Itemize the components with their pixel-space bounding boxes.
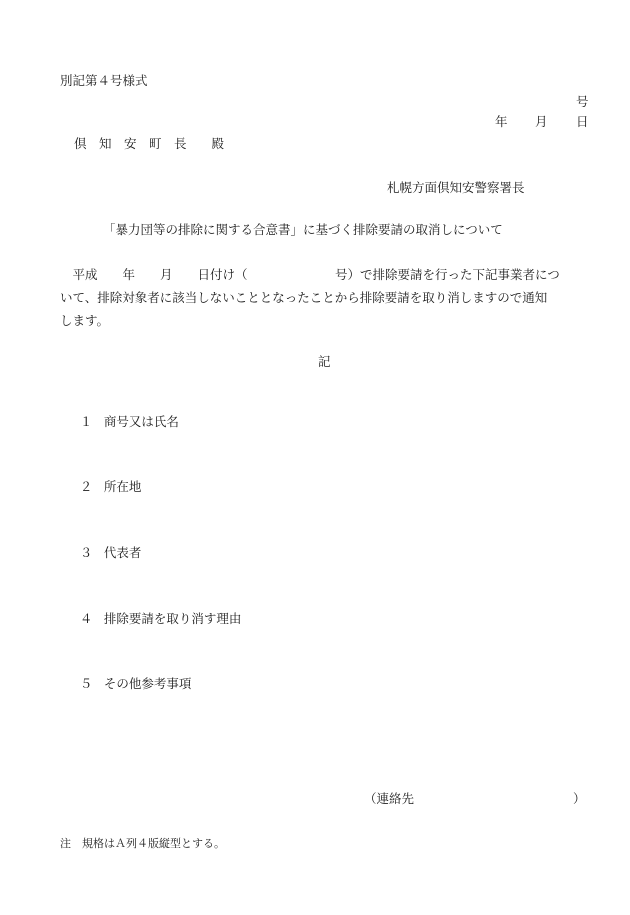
date-month: 月 [535,114,548,129]
list-item [64,398,179,446]
contact-open: （連絡先 [364,791,415,806]
form-number: 別記第４号様式 [60,73,148,88]
sender: 札幌方面倶知安警察署長 [387,180,525,195]
list-item [64,529,141,577]
item-label: 排除要請を取り消す理由 [103,611,242,626]
item-number: ３ [79,545,93,560]
item-label: 所在地 [103,479,142,494]
date-day: 日 [576,114,589,129]
body-line-3: します。 [60,313,110,328]
footnote: 注 規格はＡ列４版縦型とする。 [60,837,225,850]
item-number: ４ [79,611,93,626]
body-line-2: いて、排除対象者に該当しないこととなったことから排除要請を取り消しますので通知 [60,290,548,305]
item-number: １ [79,414,93,429]
list-item [64,595,241,643]
item-label: 代表者 [103,545,142,560]
item-number: ２ [79,479,93,494]
ki-heading: 記 [318,354,331,369]
date-year: 年 [495,114,508,129]
issue-number-label: 号 [576,94,589,109]
item-label: その他参考事項 [103,676,192,691]
document-title: 「暴力団等の排除に関する合意書」に基づく排除要請の取消しについて [103,222,503,237]
body-line-1: 平成 年 月 日付け（ 号）で排除要請を行った下記事業者につ [60,267,560,282]
list-item [64,660,191,708]
item-label: 商号又は氏名 [103,414,179,429]
item-number: ５ [79,676,93,691]
addressee: 倶 知 安 町 長 殿 [74,136,225,151]
contact-close: ） [573,791,586,806]
list-item [64,463,141,511]
